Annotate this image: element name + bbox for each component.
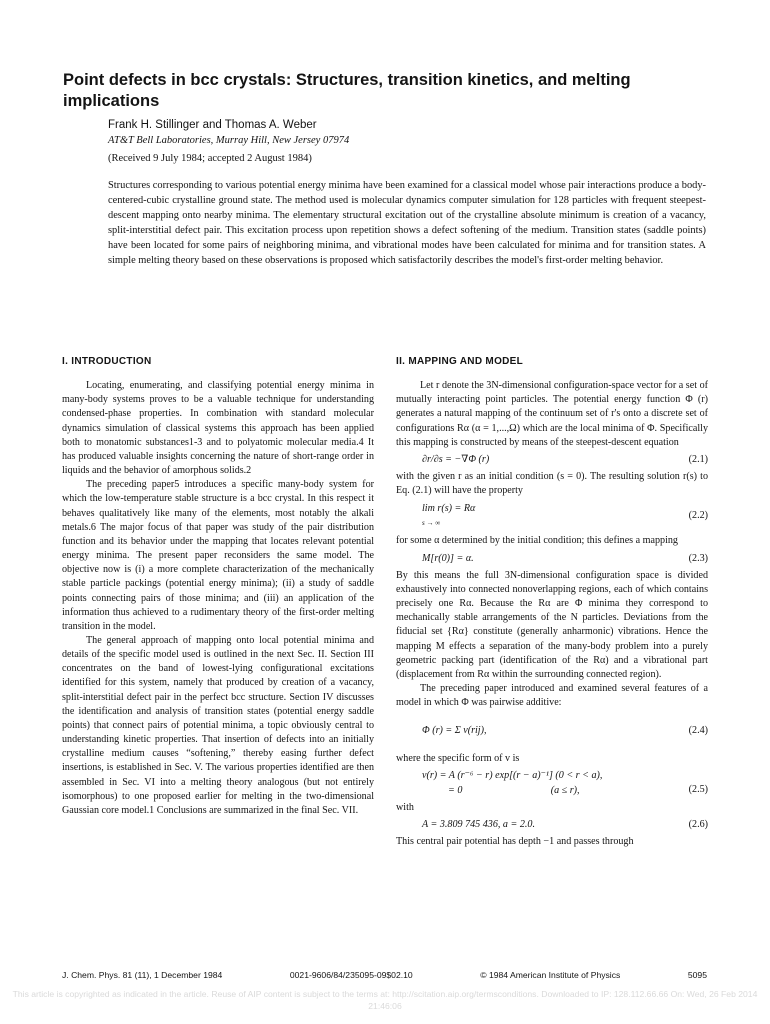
model-paragraph-1: Let r denote the 3N-dimensional configuration-space vector for a set of mutually interacting point particles. The potential energy function Φ (r) generates a natural mapping of the continuum set of r's onto a discrete set of configurations Rα (α = 1,...,Ω) which are the local minima of Φ. Specifically this mapping is constructed by means of the steepest-descent equation (396, 380, 708, 448)
page-footer (62, 970, 707, 980)
equation-number: (2.1) (688, 453, 708, 465)
abstract: Structures corresponding to various potential energy minima have been examined for a classical model whose pair interactions produce a body-centered-cubic crystalline ground state. The method used is molecular dynamics computer simulation for 128 particles with frequent steepest-descent mapping onto nearby minima. The elementary structural excitation out of the crystalline absolute minimum is creation of a vacancy, split-interstitial defect pair. This excitation process upon repetition shows a defect softening of the medium. Transition states (saddle points) have been located for some pairs of neighboring minima, and vibrational modes have been calculated for minima and for transition states. A simple melting theory based on these observations is proposed which satisfactorily describes the model's first-order melting behavior. (108, 180, 706, 267)
section-heading-introduction: I. INTRODUCTION (62, 356, 152, 367)
equation-expression: Φ (r) = Σ v(rij), (422, 725, 487, 737)
intro-paragraph-3: The general approach of mapping onto local potential minima and details of the specific model used is outlined in the next Sec. II. Section III concentrates on the band of lowest-lying configurational excitations identified for this system, namely that produced by creation of a vacancy, split-interstitial defect pair in the perfect bcc structure. Section IV discusses the identification and analysis of transition states (potential energy saddle points) that connect pairs of potential minima, a topic obviously central to understanding kinetic properties. That insertion of defects into an initially crystalline medium causes “softening,” thereby easing further defect insertions, is established in Sec. V. The various properties identified are then assembled in Sec. VI into a melting theory analogous (but not entirely isomorphous) to one proposed earlier for melting in the two-dimensional Gaussian core model.1 Conclusions are summarized in the final Sec. VII. (62, 634, 374, 816)
equation-number: (2.4) (688, 725, 708, 737)
paper-title: Point defects in bcc crystals: Structures, transition kinetics, and melting implications (63, 71, 631, 110)
equation-line-1: v(r) = A (r⁻⁶ − r) exp[(r − a)⁻¹] (0 < r < a), (422, 770, 603, 782)
limit-subscript: s → ∞ (422, 519, 441, 528)
model-paragraph-4: By this means the full 3N-dimensional configuration space is divided exhaustively into connected nonoverlapping regions, each of which contains precisely one Rα. Because the Rα are Φ minima they correspond to mechanically stable arrangements of the N particles. Deviations from the fiducial set {Rα} constitute (generally anharmonic) vibrations. Hence the mapping M effects a separation of the many-body problem into a purely geometric packing part (identification of the Rα) and a vibrational part (displacement from Rα within the surrounding connected region). (396, 569, 708, 680)
equation-2-4 (396, 713, 708, 749)
equation-number: (2.3) (688, 552, 708, 564)
page-number: 5095 (687, 970, 707, 980)
journal-citation: J. Chem. Phys. 81 (11), 1 December 1984 (62, 970, 223, 980)
model-paragraph-5: The preceding paper introduced and examined several features of a model in which Φ was pairwise additive: (396, 682, 708, 709)
equation-expression: A = 3.809 745 436, a = 2.0. (422, 818, 535, 830)
model-paragraph-2: with the given r as an initial condition (s = 0). The resulting solution r(s) to Eq. (2.1) will have the property (396, 471, 708, 497)
section-heading-mapping-and-model: II. MAPPING AND MODEL (396, 356, 524, 367)
equation-expression: M[r(0)] = α. (422, 552, 474, 564)
equation-number: (2.2) (688, 510, 708, 522)
equation-2-1 (396, 453, 708, 467)
received-dates: (Received 9 July 1984; accepted 2 August 1984) (108, 153, 312, 164)
equation-2-5 (396, 769, 708, 797)
equation-2-6 (396, 818, 708, 832)
model-paragraph-8: This central pair potential has depth −1 and passes through (396, 836, 634, 848)
equation-expression: lim r(s) = Rα (422, 503, 476, 515)
equation-number: (2.6) (688, 818, 708, 830)
intro-paragraph-2: The preceding paper5 introduces a specific many-body system for which the low-temperature stable structure is a bcc crystal. In this respect it behaves qualitatively like many of the elements, most notably the alkali metals.6 The major focus of that paper was study of the pair distribution function and its behavior under the mapping that locates relevant potential energy minima. The present paper reconsiders the same model. The objective now is (i) a more complete characterization of the mechanically stable particle packings (potential energy minima); (ii) a study of saddle points connecting pairs of those minima; and (iii) an application of the information thus achieved to a rudimentary theory of the first-order melting transition in the model. (62, 479, 374, 632)
download-watermark: This article is copyrighted as indicated in the article. Reuse of AIP content is subject to the terms at: http://scitation.aip.org/termsconditions. Downloaded to IP: 128.112.66.66 On: Wed, 26 Feb 2014 21:46:06 (12, 989, 758, 1011)
equation-2-2 (396, 501, 708, 531)
equation-line-2: = 0 (a ≤ r), (448, 784, 580, 796)
model-paragraph-3: for some α determined by the initial condition; this defines a mapping (396, 535, 678, 547)
left-column (62, 355, 374, 818)
equation-expression: ∂r/∂s = −∇Φ (r) (422, 453, 490, 465)
copyright-notice: © 1984 American Institute of Physics (480, 970, 621, 980)
equation-number: (2.5) (688, 784, 708, 796)
right-column (396, 355, 708, 849)
model-paragraph-7: with (396, 801, 414, 813)
intro-paragraph-1: Locating, enumerating, and classifying potential energy minima in many-body systems proves to be a valuable technique for understanding condensed-phase properties. In combination with standard molecular dynamics simulation of classical systems this approach has been applied both to monatomic substances1-3 and to polyatomic molecular media.4 It has produced valuable insights concerning the nature of short-range order in liquids and the behavior of amorphous solids.2 (62, 380, 374, 477)
equation-2-3 (396, 552, 708, 566)
authors: Frank H. Stillinger and Thomas A. Weber (108, 119, 317, 131)
model-paragraph-6: where the specific form of v is (396, 753, 520, 765)
affiliation: AT&T Bell Laboratories, Murray Hill, New Jersey 07974 (108, 135, 350, 146)
article-code: 0021-9606/84/235095-09$02.10 (289, 970, 413, 980)
